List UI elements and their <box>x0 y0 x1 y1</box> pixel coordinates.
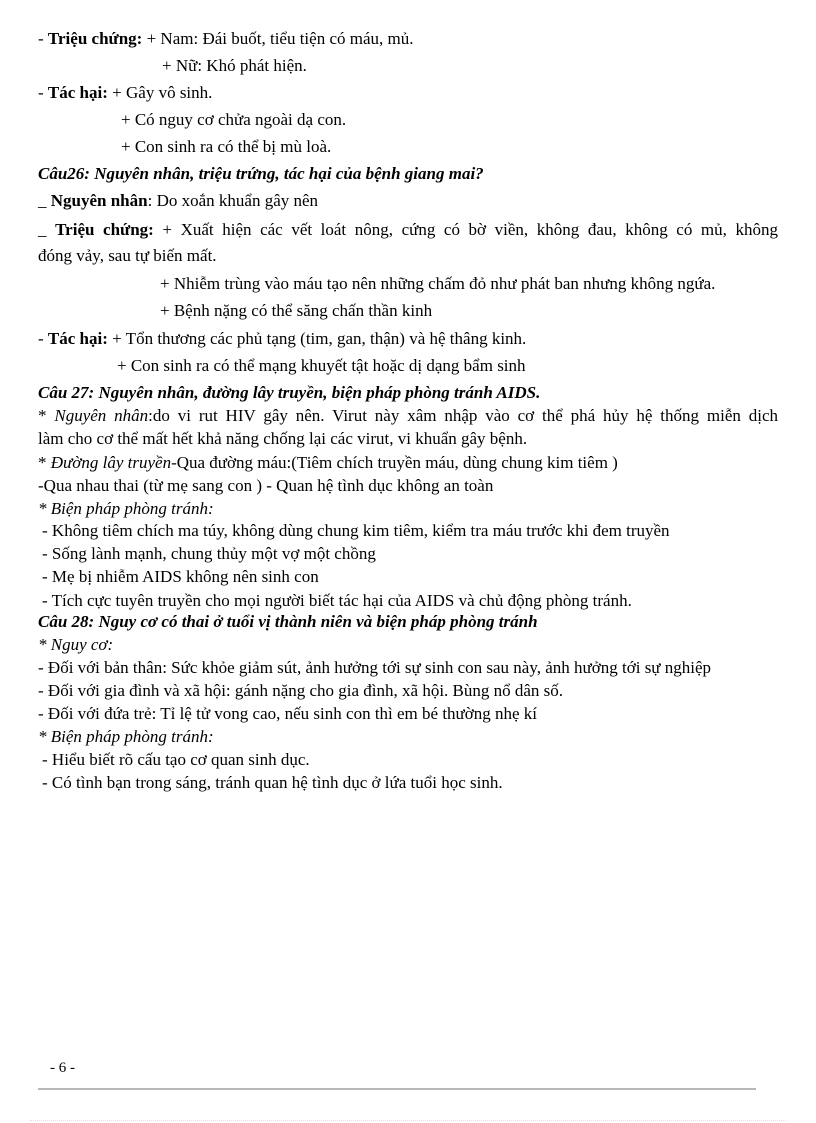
page-number: - 6 - <box>50 1060 75 1076</box>
transmission-label: Đường lây truyền <box>50 453 172 472</box>
question-26-heading: Câu26: Nguyên nhân, triệu trứng, tác hại của bệnh giang mai? <box>38 164 484 183</box>
prevention-1: - Hiểu biết rõ cấu tạo cơ quan sinh dục. <box>42 750 310 769</box>
dash: _ <box>38 220 56 239</box>
cause-text: : Do xoắn khuẩn gây nên <box>147 191 319 210</box>
harms-line <box>38 82 212 104</box>
syphilis-harms-line <box>38 328 526 350</box>
symptoms-male: + Nam: Đái buốt, tiểu tiện có máu, mủ. <box>142 29 414 48</box>
dash: - <box>38 83 48 102</box>
aids-prevention-3: - Mẹ bị nhiễm AIDS không nên sinh con <box>42 567 319 586</box>
harms-ectopic: + Có nguy cơ chửa ngoài dạ con. <box>121 110 347 129</box>
question-28-heading: Câu 28: Nguy cơ có thai ở tuổi vị thành niên và biện pháp phòng tránh <box>38 612 538 631</box>
bullet: * <box>38 406 55 425</box>
aids-prevention-heading: * Biện pháp phòng tránh: <box>38 499 214 518</box>
syphilis-symptoms-line <box>38 219 778 241</box>
symptoms-text: + Xuất hiện các vết loát nông, cứng có bờ viền, không đau, không có mủ, không <box>153 220 778 239</box>
aids-prevention-2: - Sống lành mạnh, chung thủy một vợ một chồng <box>42 544 376 563</box>
aids-prevention-1: - Không tiêm chích ma túy, không dùng chung kim tiêm, kiểm tra máu trước khi đem truyền <box>42 521 670 540</box>
symptoms-label: Triệu chứng: <box>47 29 143 48</box>
aids-cause-line <box>38 405 778 427</box>
syphilis-birth-defects: + Con sinh ra có thể mạng khuyết tật hoặc dị dạng bẩm sinh <box>117 356 526 375</box>
dash: _ <box>38 191 51 210</box>
prevention-heading: * Biện pháp phòng tránh: <box>38 727 214 746</box>
syphilis-severe: + Bệnh nặng có thể săng chấn thần kinh <box>160 301 433 320</box>
dash: - <box>38 29 48 48</box>
aids-transmission-cont: -Qua nhau thai (từ mẹ sang con ) - Quan hệ tình dục không an toàn <box>38 476 494 495</box>
syphilis-cause-line <box>38 190 318 212</box>
risk-heading: * Nguy cơ: <box>38 635 114 654</box>
harms-infertility: + Gây vô sinh. <box>107 83 213 102</box>
harms-organs: + Tổn thương các phủ tạng (tim, gan, thận) và hệ thâng kinh. <box>107 329 527 348</box>
footer-rule <box>38 1088 756 1090</box>
harms-label: Tác hại: <box>47 329 108 348</box>
symptoms-female: + Nữ: Khó phát hiện. <box>162 56 307 75</box>
harms-label: Tác hại: <box>47 83 108 102</box>
harms-blindness: + Con sinh ra có thể bị mù loà. <box>121 137 332 156</box>
syphilis-blood-infection: + Nhiễm trùng vào máu tạo nên những chấm đỏ như phát ban nhưng không ngứa. <box>160 274 716 293</box>
dash: - <box>38 329 48 348</box>
aids-cause-label: Nguyên nhân <box>54 406 149 425</box>
syphilis-symptoms-cont: đóng vảy, sau tự biến mất. <box>38 246 217 265</box>
risk-child: - Đối với đứa trẻ: Tỉ lệ tử vong cao, nếu sinh con thì em bé thường nhẹ kí <box>38 704 538 723</box>
cause-label: Nguyên nhân <box>50 191 148 210</box>
prevention-2: - Có tình bạn trong sáng, tránh quan hệ tình dục ở lứa tuổi học sinh. <box>42 773 503 792</box>
symptoms-label: Triệu chứng: <box>55 220 154 239</box>
aids-cause-cont: làm cho cơ thể mất hết khả năng chống lại các virut, vi khuẩn gây bệnh. <box>38 429 528 448</box>
question-27-heading: Câu 27: Nguyên nhân, đường lây truyền, biện pháp phòng tránh AIDS. <box>38 383 541 402</box>
risk-self: - Đối với bản thân: Sức khỏe giảm sút, ảnh hưởng tới sự sinh con sau này, ảnh hưởng tới sự nghiệp <box>38 658 712 677</box>
symptoms-line <box>38 28 414 50</box>
page-edge <box>30 1120 786 1121</box>
bullet: * <box>38 453 51 472</box>
transmission-blood: -Qua đường máu:(Tiêm chích truyền máu, dùng chung kim tiêm ) <box>171 453 618 472</box>
aids-transmission-line <box>38 452 618 474</box>
aids-prevention-4: - Tích cực tuyên truyền cho mọi người biết tác hại của AIDS và chủ động phòng tránh. <box>42 591 632 610</box>
aids-cause-text: :do vi rut HIV gây nên. Virut này xâm nhập vào cơ thể phá hủy hệ thống miễn dịch <box>148 406 779 425</box>
risk-family-society: - Đối với gia đình và xã hội: gánh nặng cho gia đình, xã hội. Bùng nổ dân số. <box>38 681 564 700</box>
